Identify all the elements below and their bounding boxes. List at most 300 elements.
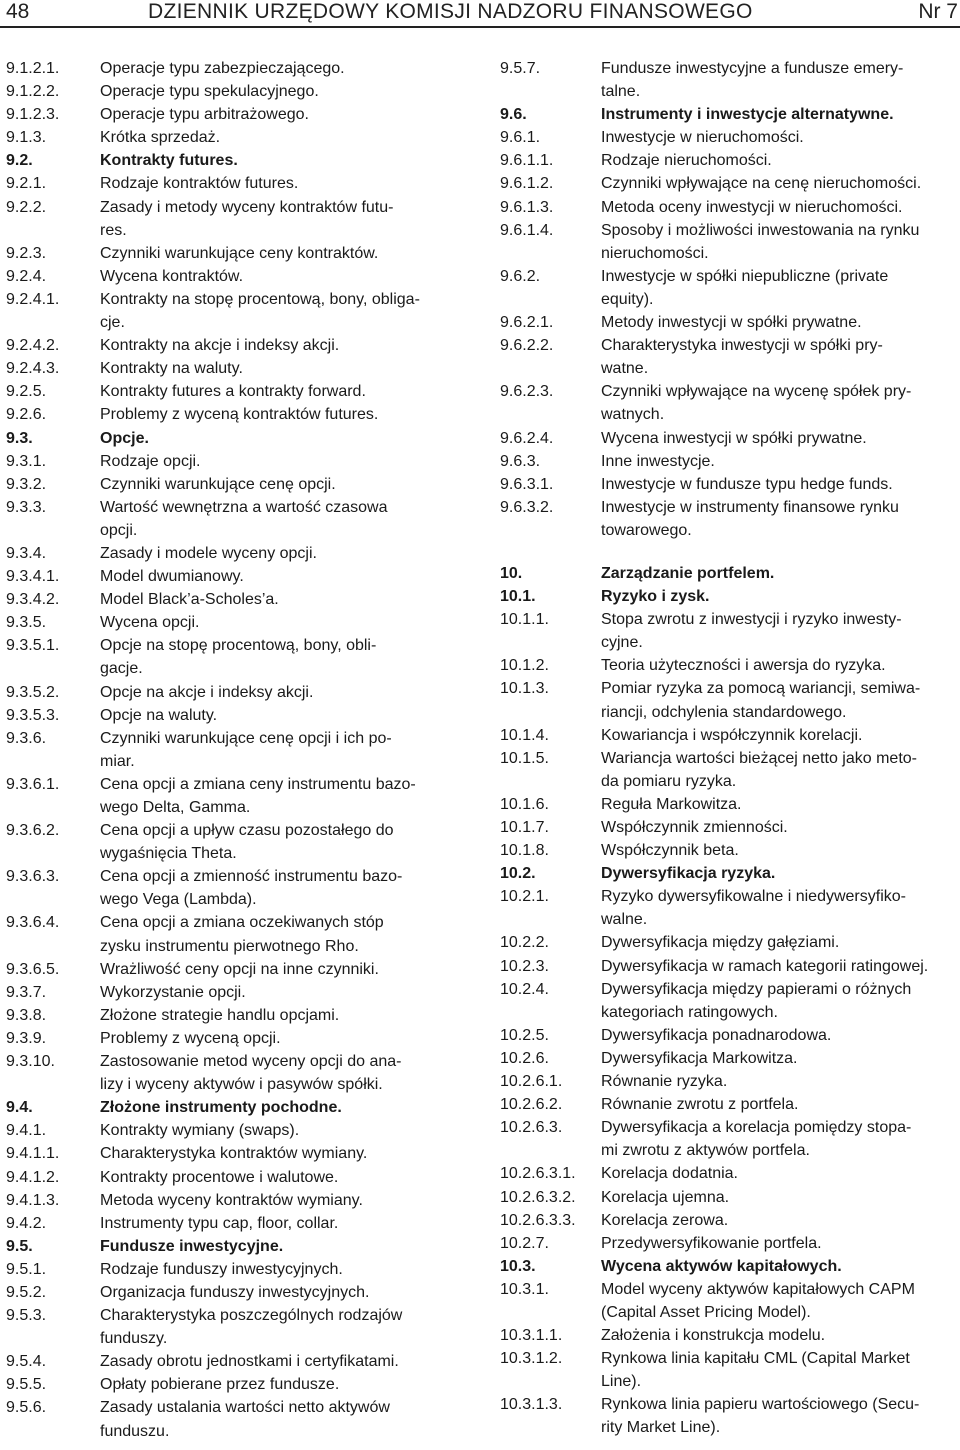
toc-entry (500, 677, 960, 723)
toc-entry (500, 265, 960, 311)
toc-section-heading (6, 427, 466, 450)
toc-entry-number: 9.4.1.2. (6, 1168, 60, 1186)
toc-entry-text: Model Black’a-Scholes’a. (100, 591, 279, 609)
toc-entry (500, 793, 960, 816)
toc-entry (500, 380, 960, 426)
toc-entry (500, 1093, 960, 1116)
toc-entry (500, 311, 960, 334)
toc-entry-text: Kontrakty na stopę procentową, bony, obliga- (100, 290, 420, 308)
toc-entry (6, 819, 466, 865)
toc-entry (500, 608, 960, 654)
toc-entry-text-continuation: opcji. (100, 521, 138, 539)
toc-entry-number: 9.3.6.2. (6, 822, 60, 840)
toc-entry (500, 1047, 960, 1070)
toc-entry (500, 473, 960, 496)
toc-entry (6, 1373, 466, 1396)
toc-entry (6, 380, 466, 403)
toc-entry-text: Charakterystyka poszczególnych rodzajów (100, 1307, 403, 1325)
toc-entry-number: 9.2.6. (6, 406, 47, 424)
toc-entry-text: Kontrakty futures a kontrakty forward. (100, 383, 366, 401)
toc-entry-text: Fundusze inwestycyjne a fundusze emery- (601, 60, 904, 77)
toc-entry-number: 9.3.3. (6, 498, 47, 516)
toc-entry (6, 565, 466, 588)
toc-entry (500, 1070, 960, 1093)
toc-entry (500, 1209, 960, 1232)
toc-entry-text-continuation: kategoriach ratingowych. (601, 1003, 778, 1021)
toc-entry-text: Inwestycje w instrumenty finansowe rynku (601, 498, 899, 516)
toc-entry-text: Model wyceny aktywów kapitałowych CAPM (601, 1280, 915, 1298)
toc-entry-number: 9.5.2. (6, 1283, 47, 1301)
toc-entry (6, 450, 466, 473)
toc-entry-number: 9.3.1. (6, 452, 47, 470)
toc-entry-text: Rodzaje nieruchomości. (601, 152, 772, 170)
toc-entry-number: 9.6.2. (500, 267, 541, 285)
toc-entry-number: 9.2.4. (6, 267, 47, 285)
toc-entry-text-continuation: Line). (601, 1373, 642, 1391)
toc-entry-text: Instrumenty typu cap, floor, collar. (100, 1214, 339, 1232)
toc-entry-number: 9.2.2. (6, 198, 47, 216)
toc-entry-number: 9.2.4.1. (6, 290, 60, 308)
toc-entry-text: Opcje na akcje i indeksy akcji. (100, 683, 314, 701)
toc-entry-text: Złożone strategie handlu opcjami. (100, 1006, 340, 1024)
toc-entry-number: 9.6.2.2. (500, 337, 554, 355)
toc-entry-number: 9.2.5. (6, 383, 47, 401)
toc-entry (500, 1024, 960, 1047)
toc-entry-text: Kowariancja i współczynnik korelacji. (601, 726, 863, 744)
toc-entry (6, 403, 466, 426)
toc-entry-text: Złożone instrumenty pochodne. (100, 1099, 342, 1117)
toc-entry-number: 10.3.1.1. (500, 1327, 563, 1345)
toc-entry-text: Kontrakty procentowe i walutowe. (100, 1168, 339, 1186)
toc-entry (500, 1324, 960, 1347)
toc-entry (500, 172, 960, 195)
toc-entry-text: Instrumenty i inwestycje alternatywne. (601, 106, 894, 124)
toc-entry-text-continuation: nieruchomości. (601, 244, 709, 262)
toc-entry-number: 10.2.6.3. (500, 1119, 563, 1137)
toc-entry (6, 865, 466, 911)
toc-entry-number: 9.3.6.5. (6, 960, 60, 978)
toc-entry-text: Kontrakty wymiany (swaps). (100, 1122, 300, 1140)
toc-entry (6, 1212, 466, 1235)
toc-entry-number: 10.2. (500, 865, 536, 883)
toc-entry-text: Pomiar ryzyka za pomocą wariancji, semiwa- (601, 680, 921, 698)
toc-entry-number: 10.1.3. (500, 680, 549, 698)
toc-entry-number: 10.2.7. (500, 1234, 549, 1252)
toc-entry-text: Opłaty pobierane przez fundusze. (100, 1376, 340, 1394)
toc-entry-number: 9.3.5.2. (6, 683, 60, 701)
toc-entry-text-continuation: wego Vega (Lambda). (100, 891, 257, 909)
toc-entry-text: Cena opcji a zmienność instrumentu bazo- (100, 868, 403, 886)
toc-entry-text: Zasady i metody wyceny kontraktów futu- (100, 198, 394, 216)
toc-section-heading (500, 862, 960, 885)
toc-entry (500, 196, 960, 219)
toc-entry (500, 724, 960, 747)
toc-entry (6, 1027, 466, 1050)
toc-entry (500, 1347, 960, 1393)
toc-entry-text-continuation: talne. (601, 83, 641, 101)
toc-entry-number: 10.2.6.2. (500, 1096, 563, 1114)
toc-entry-number: 9.3.7. (6, 983, 47, 1001)
toc-section-heading (6, 1235, 466, 1258)
toc-entry-number: 9.6.3.2. (500, 498, 554, 516)
toc-entry-number: 10.3.1.3. (500, 1396, 563, 1414)
toc-entry-number: 9.3.4.2. (6, 591, 60, 609)
toc-entry-text: Ryzyko i zysk. (601, 588, 710, 606)
toc-entry-text-continuation: watnych. (601, 406, 665, 424)
toc-entry (500, 57, 960, 103)
toc-entry-number: 9.1.2.1. (6, 60, 60, 77)
toc-entry (500, 978, 960, 1024)
toc-entry-text-continuation: walne. (601, 911, 648, 929)
toc-entry-text: Inwestycje w spółki niepubliczne (private (601, 267, 889, 285)
toc-entry-number: 9.3.6. (6, 729, 47, 747)
toc-entry-number: 9.3.5.3. (6, 706, 60, 724)
toc-entry-text: Rynkowa linia papieru wartościowego (Secu- (601, 1396, 920, 1414)
journal-title: DZIENNIK URZĘDOWY KOMISJI NADZORU FINANSOWEGO (148, 0, 753, 23)
toc-entry (6, 196, 466, 242)
toc-entry (500, 839, 960, 862)
toc-section-heading (500, 1255, 960, 1278)
toc-entry (6, 542, 466, 565)
toc-entry-number: 9.5.3. (6, 1307, 47, 1325)
toc-entry (6, 57, 466, 80)
toc-entry-text: Stopa zwrotu z inwestycji i ryzyko inwesty- (601, 611, 902, 629)
toc-entry-number: 9.3.9. (6, 1029, 47, 1047)
section-gap (500, 542, 960, 562)
toc-entry-text: Metody inwestycji w spółki prywatne. (601, 314, 862, 332)
toc-entry-number: 9.5.4. (6, 1353, 47, 1371)
toc-entry (6, 634, 466, 680)
toc-entry (500, 1116, 960, 1162)
toc-entry-text: Kontrakty na waluty. (100, 360, 243, 378)
toc-entry-text: Dywersyfikacja ryzyka. (601, 865, 776, 883)
toc-entry-number: 10.3.1.2. (500, 1350, 563, 1368)
toc-entry-text: Korelacja zerowa. (601, 1211, 729, 1229)
toc-entry-number: 9.3.5.1. (6, 637, 60, 655)
toc-entry-text-continuation: res. (100, 221, 127, 239)
toc-entry-text: Kontrakty futures. (100, 152, 238, 170)
toc-entry-number: 10.2.5. (500, 1026, 549, 1044)
toc-entry-text: Wycena opcji. (100, 614, 200, 632)
toc-entry-number: 9.5.1. (6, 1260, 47, 1278)
toc-entry-text: Czynniki warunkujące ceny kontraktów. (100, 244, 379, 262)
toc-entry-text-continuation: funduszy. (100, 1330, 168, 1348)
toc-entry-text: Dywersyfikacja a korelacja pomiędzy stopa- (601, 1119, 912, 1137)
toc-entry-number: 9.2. (6, 152, 33, 170)
toc-entry-number: 9.4.2. (6, 1214, 47, 1232)
toc-entry-number: 9.4.1.3. (6, 1191, 60, 1209)
toc-entry-text: Czynniki warunkujące cenę opcji. (100, 475, 336, 493)
toc-entry-text: Rynkowa linia kapitału CML (Capital Market (601, 1350, 910, 1368)
toc-entry-number: 9.6.3.1. (500, 475, 554, 493)
toc-entry (6, 126, 466, 149)
toc-entry (6, 80, 466, 103)
toc-entry (6, 1189, 466, 1212)
toc-entry (6, 288, 466, 334)
toc-section-heading (500, 103, 960, 126)
toc-entry-text-continuation: wego Delta, Gamma. (100, 799, 251, 816)
toc-section-heading (6, 149, 466, 172)
toc-entry (6, 1050, 466, 1096)
toc-entry-number: 9.1.2.3. (6, 106, 60, 124)
toc-entry-number: 10.2.6.3.2. (500, 1188, 576, 1206)
toc-entry-text: Inwestycje w nieruchomości. (601, 129, 804, 147)
toc-entry-text: Wycena inwestycji w spółki prywatne. (601, 429, 867, 447)
toc-entry-text: Korelacja ujemna. (601, 1188, 730, 1206)
toc-entry-number: 9.5.5. (6, 1376, 47, 1394)
toc-entry (500, 450, 960, 473)
toc-entry-number: 9.2.3. (6, 244, 47, 262)
toc-entry (6, 1350, 466, 1373)
issue-number: Nr 7 (918, 0, 958, 23)
toc-entry-text: Wykorzystanie opcji. (100, 983, 246, 1001)
toc-entry (6, 1396, 466, 1442)
toc-entry (6, 1258, 466, 1281)
toc-entry-text: Charakterystyka kontraktów wymiany. (100, 1145, 368, 1163)
toc-entry-text: Wycena kontraktów. (100, 267, 244, 285)
toc-entry (500, 1393, 960, 1439)
toc-entry (6, 473, 466, 496)
toc-entry (500, 885, 960, 931)
toc-entry-number: 9.4.1. (6, 1122, 47, 1140)
toc-entry-text: Opcje na waluty. (100, 706, 218, 724)
toc-entry-text: Reguła Markowitza. (601, 795, 742, 813)
toc-entry-text: Charakterystyka inwestycji w spółki pry- (601, 337, 883, 355)
toc-entry-number: 9.1.2.2. (6, 83, 60, 101)
toc-entry (500, 496, 960, 542)
toc-entry-number: 9.6.2.1. (500, 314, 554, 332)
toc-entry (500, 149, 960, 172)
toc-entry (500, 334, 960, 380)
toc-entry (6, 1166, 466, 1189)
toc-entry-text: Czynniki wpływające na wycenę spółek pry- (601, 383, 912, 401)
left-column (6, 57, 466, 1443)
toc-entry (500, 1232, 960, 1255)
toc-entry-text: Operacje typu zabezpieczającego. (100, 60, 345, 77)
toc-entry (6, 242, 466, 265)
toc-entry-text: Wartość wewnętrzna a wartość czasowa (100, 498, 388, 516)
toc-entry-text-continuation: equity). (601, 290, 654, 308)
toc-entry-number: 9.6. (500, 106, 527, 124)
toc-entry-text: Równanie zwrotu z portfela. (601, 1096, 799, 1114)
toc-entry-number: 9.6.1.1. (500, 152, 554, 170)
toc-entry-text: Zastosowanie metod wyceny opcji do ana- (100, 1053, 402, 1071)
toc-entry-text: Przedywersyfikowanie portfela. (601, 1234, 822, 1252)
page-number: 48 (6, 0, 30, 23)
toc-section-heading (6, 1096, 466, 1119)
toc-entry-text-continuation: zysku instrumentu pierwotnego Rho. (100, 937, 359, 955)
toc-entry-text: Problemy z wyceną kontraktów futures. (100, 406, 379, 424)
toc-entry-text: Współczynnik beta. (601, 842, 739, 860)
toc-entry-number: 10.2.6.3.3. (500, 1211, 576, 1229)
toc-entry-number: 9.2.4.2. (6, 337, 60, 355)
toc-entry-number: 10.1.2. (500, 657, 549, 675)
toc-entry-number: 9.3.4.1. (6, 568, 60, 586)
toc-entry (6, 265, 466, 288)
toc-entry-text: Opcje na stopę procentową, bony, obli- (100, 637, 377, 655)
toc-entry-number: 9.4.1.1. (6, 1145, 60, 1163)
toc-entry-text-continuation: miar. (100, 752, 135, 770)
toc-entry-number: 9.3.6.1. (6, 775, 60, 793)
toc-entry-number: 10.1.5. (500, 749, 549, 767)
toc-entry-text-continuation: mi zwrotu z aktywów portfela. (601, 1142, 810, 1160)
toc-entry-text: Rodzaje opcji. (100, 452, 201, 470)
toc-entry-text-continuation: watne. (601, 360, 649, 378)
toc-entry (6, 704, 466, 727)
toc-entry-number: 9.3.4. (6, 544, 47, 562)
toc-entry-text: Operacje typu arbitrażowego. (100, 106, 309, 124)
toc-entry-text: Założenia i konstrukcja modelu. (601, 1327, 826, 1345)
toc-entry-number: 10.2.6.3.1. (500, 1165, 576, 1183)
toc-entry-number: 9.3.10. (6, 1053, 55, 1071)
toc-entry (6, 357, 466, 380)
toc-entry-text: Model dwumianowy. (100, 568, 244, 586)
toc-entry-number: 9.6.1.2. (500, 175, 554, 193)
toc-entry-number: 9.2.1. (6, 175, 47, 193)
toc-entry (6, 611, 466, 634)
toc-entry-text: Rodzaje kontraktów futures. (100, 175, 299, 193)
toc-entry-text: Zasady i modele wyceny opcji. (100, 544, 317, 562)
toc-entry-text: Inwestycje w fundusze typu hedge funds. (601, 475, 893, 493)
toc-entry-number: 9.6.1.4. (500, 221, 554, 239)
toc-entry (500, 1278, 960, 1324)
toc-entry-text: Wariancja wartości bieżącej netto jako meto- (601, 749, 917, 767)
toc-entry-text: Dywersyfikacja między gałęziami. (601, 934, 840, 952)
toc-entry-number: 10.3.1. (500, 1280, 549, 1298)
toc-entry-number: 10.1.7. (500, 819, 549, 836)
toc-entry (6, 334, 466, 357)
toc-entry (500, 126, 960, 149)
toc-entry-number: 10.2.3. (500, 957, 549, 975)
toc-entry-text: Cena opcji a zmiana oczekiwanych stóp (100, 914, 384, 932)
toc-entry-text: Równanie ryzyka. (601, 1073, 728, 1091)
toc-entry-number: 9.5.7. (500, 60, 541, 77)
toc-entry (6, 1304, 466, 1350)
toc-entry-number: 9.3. (6, 429, 33, 447)
toc-entry-number: 9.6.2.3. (500, 383, 554, 401)
toc-entry-text: Cena opcji a zmiana ceny instrumentu bazo- (100, 775, 416, 793)
toc-entry (6, 496, 466, 542)
toc-entry (6, 981, 466, 1004)
toc-entry (6, 588, 466, 611)
toc-entry-text-continuation: gacje. (100, 660, 143, 678)
toc-entry-text: Rodzaje funduszy inwestycyjnych. (100, 1260, 343, 1278)
toc-entry-text: Operacje typu spekulacyjnego. (100, 83, 319, 101)
toc-entry (6, 103, 466, 126)
toc-entry-text: Współczynnik zmienności. (601, 819, 788, 836)
toc-entry-number: 9.2.4.3. (6, 360, 60, 378)
toc-entry (6, 911, 466, 957)
toc-entry-text: Inne inwestycje. (601, 452, 715, 470)
toc-entry-number: 10.1.8. (500, 842, 549, 860)
toc-entry-number: 10.2.4. (500, 980, 549, 998)
toc-entry (500, 955, 960, 978)
toc-entry-number: 9.3.6.3. (6, 868, 60, 886)
toc-entry-text: Zasady obrotu jednostkami i certyfikatami. (100, 1353, 399, 1371)
toc-entry-number: 10.2.6. (500, 1049, 549, 1067)
toc-entry-text: Cena opcji a upływ czasu pozostałego do (100, 822, 394, 840)
toc-entry-text: Czynniki warunkujące cenę opcji i ich po- (100, 729, 392, 747)
toc-entry-number: 10.3. (500, 1257, 536, 1275)
toc-entry-text-continuation: towarowego. (601, 521, 692, 539)
toc-entry-text: Teoria użyteczności i awersja do ryzyka. (601, 657, 886, 675)
toc-entry-text: Opcje. (100, 429, 149, 447)
toc-entry-text: Dywersyfikacja ponadnarodowa. (601, 1026, 832, 1044)
toc-entry-text: Dywersyfikacja między papierami o różnych (601, 980, 912, 998)
toc-entry-number: 10.2.6.1. (500, 1073, 563, 1091)
toc-entry-number: 9.3.6.4. (6, 914, 60, 932)
toc-entry-text: Fundusze inwestycyjne. (100, 1237, 284, 1255)
toc-entry-text: Dywersyfikacja Markowitza. (601, 1049, 798, 1067)
toc-entry (500, 931, 960, 954)
toc-entry-text: Korelacja dodatnia. (601, 1165, 738, 1183)
toc-entry (500, 654, 960, 677)
toc-entry-text: Kontrakty na akcje i indeksy akcji. (100, 337, 340, 355)
toc-entry-number: 9.6.3. (500, 452, 541, 470)
toc-entry-text: Metoda oceny inwestycji w nieruchomości. (601, 198, 903, 216)
toc-section-heading (500, 562, 960, 585)
toc-entry-number: 9.3.8. (6, 1006, 47, 1024)
toc-entry-number: 9.3.2. (6, 475, 47, 493)
toc-entry-number: 9.4. (6, 1099, 33, 1117)
toc-entry-number: 10.2.1. (500, 888, 549, 906)
toc-entry-text-continuation: lizy i wyceny aktywów i pasywów spółki. (100, 1076, 383, 1094)
toc-entry-number: 10.1.1. (500, 611, 549, 629)
toc-entry-number: 9.5.6. (6, 1399, 47, 1417)
toc-entry-text-continuation: (Capital Asset Pricing Model). (601, 1303, 811, 1321)
toc-entry (6, 1142, 466, 1165)
toc-entry-text: Krótka sprzedaż. (100, 129, 221, 147)
toc-entry-text-continuation: riancji, odchylenia standardowego. (601, 703, 847, 721)
toc-entry-text-continuation: cje. (100, 314, 125, 332)
toc-entry (500, 1162, 960, 1185)
toc-entry-number: 9.1.3. (6, 129, 47, 147)
toc-entry-text-continuation: rity Market Line). (601, 1419, 721, 1437)
toc-entry-number: 9.3.5. (6, 614, 47, 632)
toc-entry-text-continuation: wygaśnięcia Theta. (100, 845, 237, 863)
toc-entry-number: 10. (500, 564, 523, 582)
toc-entry-text: Dywersyfikacja w ramach kategorii ratingowej. (601, 957, 929, 975)
toc-entry (6, 1281, 466, 1304)
toc-entry-text: Zarządzanie portfelem. (601, 564, 775, 582)
toc-entry (6, 958, 466, 981)
toc-entry-number: 9.6.1.3. (500, 198, 554, 216)
toc-entry-text-continuation: da pomiaru ryzyka. (601, 772, 737, 790)
toc-entry-number: 10.2.2. (500, 934, 549, 952)
toc-entry-text: Czynniki wpływające na cenę nieruchomości. (601, 175, 922, 193)
right-column (500, 57, 960, 1440)
toc-entry (6, 727, 466, 773)
toc-entry-text: Problemy z wyceną opcji. (100, 1029, 281, 1047)
toc-entry-number: 9.5. (6, 1237, 33, 1255)
toc-entry (6, 681, 466, 704)
toc-entry-text: Wrażliwość ceny opcji na inne czynniki. (100, 960, 379, 978)
toc-entry (500, 219, 960, 265)
toc-section-heading (500, 585, 960, 608)
toc-entry-text: Ryzyko dywersyfikowalne i niedywersyfiko- (601, 888, 906, 906)
toc-entry-number: 10.1.6. (500, 795, 549, 813)
toc-entry-text-continuation: cyjne. (601, 634, 643, 652)
toc-entry-text-continuation: funduszu. (100, 1422, 170, 1440)
toc-entry (500, 816, 960, 839)
toc-entry-text: Organizacja funduszy inwestycyjnych. (100, 1283, 370, 1301)
toc-entry (500, 1186, 960, 1209)
toc-entry-text: Sposoby i możliwości inwestowania na rynku (601, 221, 920, 239)
page-header (0, 0, 960, 28)
toc-entry-number: 9.6.1. (500, 129, 541, 147)
toc-entry-number: 10.1. (500, 588, 536, 606)
toc-entry (6, 1119, 466, 1142)
